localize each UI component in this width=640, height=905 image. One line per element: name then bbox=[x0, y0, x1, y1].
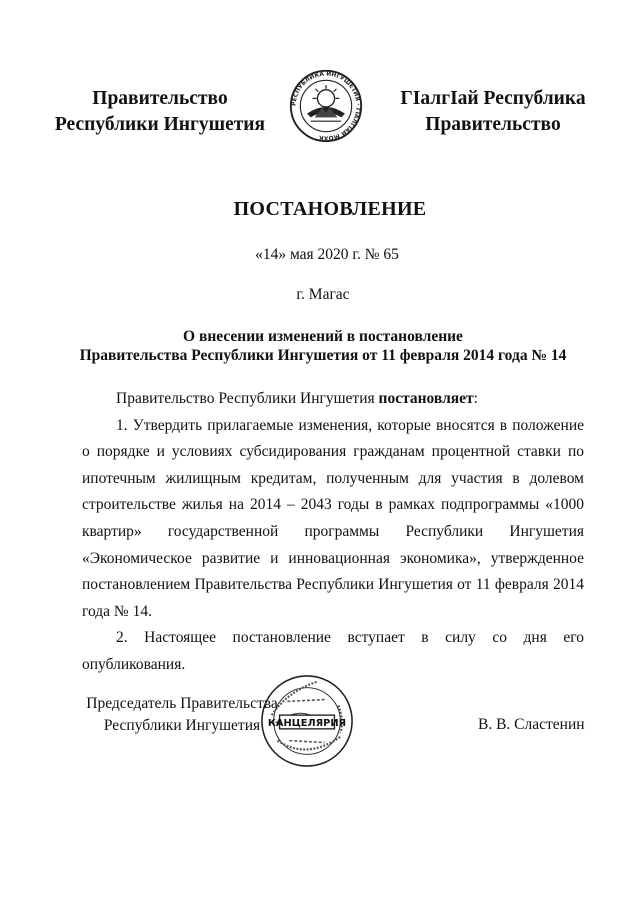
svg-text:РЕСПУБЛИКА ИНГУШЕТИЯ · ГIАЛГIА: РЕСПУБЛИКА ИНГУШЕТИЯ · ГIАЛГIАЙ МОХК bbox=[291, 71, 361, 141]
republic-emblem-icon bbox=[288, 68, 364, 144]
document-subject bbox=[0, 327, 640, 365]
signer-title bbox=[82, 693, 282, 737]
subject-line2: Правительства Республики Ингушетия от 11 февраля 2014 года № 14 bbox=[79, 347, 567, 364]
header-right-line2: Правительство bbox=[425, 114, 561, 135]
intro-text: Правительство Республики Ингушетия bbox=[116, 390, 379, 407]
signer-name: В. В. Сластенин bbox=[478, 716, 585, 733]
intro-paragraph bbox=[82, 386, 584, 413]
header-left bbox=[50, 86, 270, 138]
stamp-label: КАНЦЕЛЯРИЯ bbox=[267, 717, 347, 729]
signer-title-line2: Республики Ингушетия bbox=[103, 717, 261, 734]
document-city: г. Магас bbox=[296, 286, 350, 303]
subject-line1: О внесении изменений в постановление bbox=[183, 328, 463, 345]
header-right bbox=[384, 86, 602, 138]
chancellery-stamp-icon bbox=[258, 672, 356, 770]
signer-title-line1: Председатель Правительства bbox=[86, 695, 278, 712]
document-type: ПОСТАНОВЛЕНИЕ bbox=[233, 198, 427, 220]
header-right-line1: ГIалгIай Республика bbox=[400, 88, 586, 109]
document-body bbox=[82, 386, 584, 679]
header-left-line2: Республики Ингушетия bbox=[54, 114, 266, 135]
item-1: 1. Утвердить прилагаемые изменения, которые вносятся в положение о порядке и условиях субсидирования гражданам процентной ставки по ипотечным жилищным кредитам, полученным для участия в долевом строительстве жилья на 2014 – 2043 годы в рамках подпрограммы «1000 квартир» государственной программы Республики Ингушетия «Экономическое развитие и инновационная экономика», утвержденное постановлением Правительства Республики Ингушетия от 11 февраля 2014 года № 14. bbox=[82, 416, 584, 620]
header-left-line1: Правительство bbox=[92, 88, 228, 109]
intro-verb: постановляет bbox=[378, 390, 474, 407]
document-date-number: «14» мая 2020 г. № 65 bbox=[255, 246, 399, 263]
item-2: 2. Настоящее постановление вступает в силу со дня его опубликования. bbox=[82, 629, 584, 673]
intro-end: : bbox=[473, 390, 478, 407]
